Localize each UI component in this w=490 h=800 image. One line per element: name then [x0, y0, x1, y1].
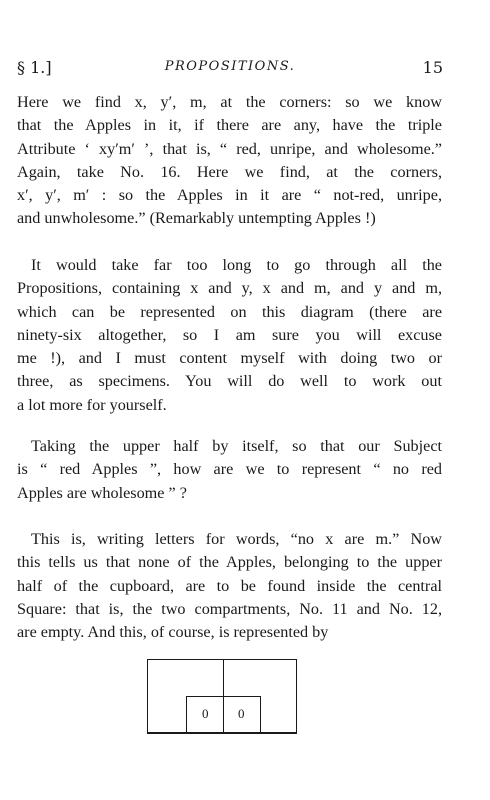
text-line: This is, writing letters for words, “no x are m.” Now [31, 530, 442, 548]
text-line: Square: that is, the two compartments, No. 11 and No. 12, [17, 599, 442, 618]
text-line: Attribute ‘ xy′m′ ’, that is, “ red, unripe, and wholesome.” [17, 139, 442, 158]
text-line: half of the cupboard, are to be found inside the central [17, 576, 442, 595]
diagram-left-border [147, 659, 148, 733]
text-line: which can be represented on this diagram (there are [17, 302, 442, 321]
text-line: x′, y′, m′ : so the Apples in it are “ not-red, unripe, [17, 186, 442, 205]
text-line: ninety-six altogether, so I am sure you will excuse [17, 325, 442, 344]
text-line: me !), and I must content myself with doing two or [17, 349, 442, 368]
text-line: Taking the upper half by itself, so that our Subject [31, 437, 442, 455]
text-line: a lot more for yourself. [17, 395, 167, 414]
running-title: PROPOSITIONS. [164, 59, 296, 74]
central-square-top [186, 696, 260, 697]
text-line: that the Apples in it, if there are any, have the triple [17, 116, 442, 135]
paragraph-3 [17, 435, 442, 505]
paragraph-2 [17, 254, 442, 417]
text-line: Here we find x, y′, m, at the corners: so we know [17, 93, 442, 111]
diagram-right-border [296, 659, 297, 733]
diagram-top-border [147, 659, 297, 660]
compartment-12-value: 0 [238, 706, 245, 721]
text-line: and unwholesome.” (Remarkably untempting Apples !) [17, 209, 376, 228]
running-header [17, 58, 443, 80]
text-line: is “ red Apples ”, how are we to represent “ no red [17, 460, 442, 479]
text-line: Apples are wholesome ” ? [17, 483, 187, 502]
text-line: three, as specimens. You will do well to work out [17, 372, 442, 391]
diagram-bottom-border [147, 732, 297, 734]
central-square-right [260, 696, 261, 733]
cupboard-diagram [147, 659, 297, 734]
section-marker: § 1.] [17, 58, 52, 77]
text-line: are empty. And this, of course, is represented by [17, 623, 329, 642]
text-line: It would take far too long to go through all the [31, 256, 442, 274]
text-line: this tells us that none of the Apples, belonging to the upper [17, 553, 442, 572]
page-number: 15 [422, 58, 443, 77]
text-line: Again, take No. 16. Here we find, at the corners, [17, 162, 442, 181]
text-line: Propositions, containing x and y, x and m, and y and m, [17, 279, 442, 298]
paragraph-1 [17, 91, 442, 231]
paragraph-4 [17, 528, 442, 644]
central-square-left [186, 696, 187, 733]
compartment-11-value: 0 [202, 706, 209, 721]
